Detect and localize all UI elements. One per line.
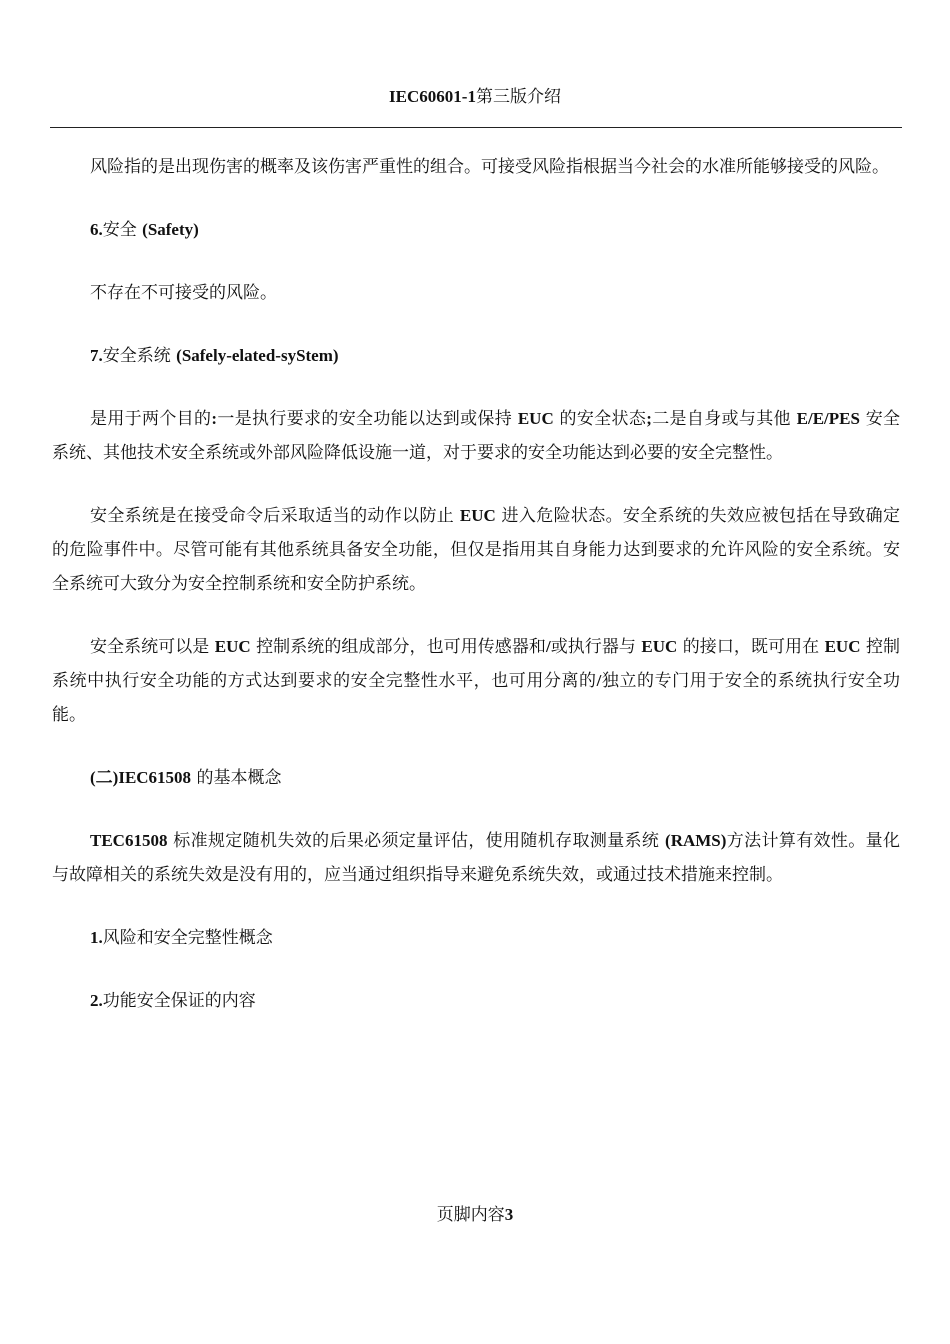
text-run: 控制系统的组成部分，也可用传感器和 [256,637,546,657]
heading-number: 1. [90,928,103,947]
text-run: 方法计算有效性。量化与故障相关的系统失效是没有用的，应当通过组织指导来避免系统失效，或通过技术措施来控制。 [52,831,901,885]
paragraph-safety-definition [52,276,900,310]
heading-text: 功能安全保证的内容 [102,991,256,1011]
footer-label: 页脚内容 [436,1205,505,1225]
heading-text: 风险和安全完整性概念 [102,928,273,948]
heading-text: 的基本概念 [196,768,282,788]
paragraph-safety-system-action [52,499,900,601]
term-euc: EUC [824,637,861,656]
text-run: 独立的专门用于安全的系统执行安全功能。 [52,671,900,725]
term-euc: EUC [517,409,554,428]
heading-safety-system [52,339,900,373]
heading-number: 6. [90,220,103,239]
text-run: 安全系统、其他技术安全系统或外部风险降低设施一道，对于要求的安全功能达到必要的安全完整性。 [52,409,901,463]
text-run: 安全系统是在接受命令后采取适当的动作以防止 [90,506,455,526]
paragraph-text: 不存在不可接受的风险。 [90,283,277,303]
heading-english: (Safely-elated-syStem) [176,346,339,365]
text-run: 控制系统中执行安全功能的方式达到要求的安全完整性水平，也可用分离的 [52,637,900,691]
heading-safety [52,213,900,247]
header-code: IEC60601-1 [389,87,476,106]
text-run: / [596,671,602,690]
paragraph-text: 风险指的是出现伤害的概率及该伤害严重性的组合。可接受风险指根据当今社会的水准所能够接受的风险。 [90,157,889,177]
paragraph-risk-definition [52,150,900,184]
heading-iec61508-concepts [52,761,900,795]
term-euc: EUC [641,637,678,656]
text-run: 二是自身或与其他 [651,409,791,429]
page-footer [0,1204,950,1226]
term-tec61508: TEC61508 [90,831,168,850]
heading-risk-integrity [52,921,900,955]
heading-english: (Safety) [142,220,199,239]
heading-number: 7. [90,346,103,365]
text-run: 的安全状态 [559,409,647,429]
paragraph-iec61508-standard [52,824,900,892]
heading-english: (二)IEC61508 [90,768,192,787]
heading-functional-safety [52,984,900,1018]
document-body [52,150,900,1047]
term-eepes: E/E/PES [796,409,860,428]
term-rams: (RAMS) [665,831,727,850]
text-run: 标准规定随机失效的后果必须定量评估，使用随机存取测量系统 [173,831,660,851]
paragraph-safety-system-components [52,630,900,732]
text-run: 一是执行要求的安全功能以达到或保持 [217,409,513,429]
text-run: 的接口，既可用在 [682,637,820,657]
header-divider [50,127,902,128]
text-run: 或执行器与 [550,637,636,657]
page-number: 3 [504,1205,514,1224]
heading-text: 安全系统 [102,346,171,366]
text-run: 是用于两个目的 [90,409,212,429]
text-run: / [545,637,551,656]
heading-number: 2. [90,991,103,1010]
text-run: 进入危险状态。安全系统的失效应被包括在导致确定的危险事件中。尽管可能有其他系统具备安全功能，但仅是指用其自身能力达到要求的允许风险的安全系统。安全系统可大致分为安全控制系统和安全防护系统。 [52,506,901,594]
term-euc: EUC [214,637,251,656]
text-run: : [211,409,218,428]
heading-text: 安全 [102,220,137,240]
header-title: 第三版介绍 [475,87,561,107]
paragraph-safety-system-purpose [52,402,900,470]
text-run: 安全系统可以是 [90,637,210,657]
text-run: ; [646,409,652,428]
page-header [0,86,950,108]
term-euc: EUC [459,506,496,525]
